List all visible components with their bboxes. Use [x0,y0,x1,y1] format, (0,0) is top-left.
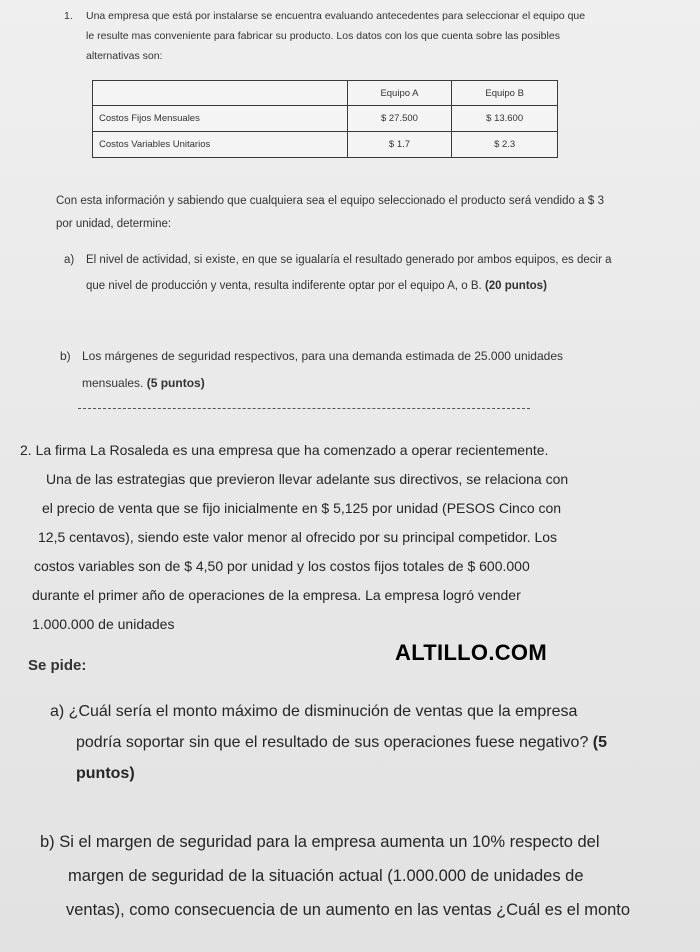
section-divider [78,408,530,409]
watermark-logo: ALTILLO.COM [395,640,547,665]
problem-2-line: 12,5 centavos), siendo este valor menor al ofrecido por su principal competidor. Los [38,529,558,545]
question-a-points-cont: puntos) [76,765,135,782]
problem-1-number: 1. [64,10,73,22]
item-a-text: El nivel de actividad, si existe, en que se igualaría el resultado generado por ambos equipos, es decir a que nivel de producción y venta, resulta indiferente optar por el equipo A, o B. [86,254,612,292]
table-cell: $ 13.600 [452,106,558,132]
problem-2-line: Una de las estrategias que previeron llevar adelante sus directivos, se relaciona con [46,471,569,487]
question-a-line: a) ¿Cuál sería el monto máximo de disminución de ventas que la empresa [50,703,578,720]
problem-2-line: 2. La firma La Rosaleda es una empresa que ha comenzado a operar recientemente. [20,442,549,458]
table-header-cell [93,81,348,106]
item-b-label: b) [60,349,71,363]
problem-1-intro: Con esta información y sabiendo que cualquiera sea el equipo seleccionado el producto será vendido a $ 3 por unidad, determine: [56,195,604,230]
problem-2-line: 1.000.000 de unidades [32,616,175,632]
table-row [93,106,558,132]
item-b-points: (5 puntos) [146,376,205,390]
problem-2-line: el precio de venta que se fijo inicialmente en $ 5,125 por unidad (PESOS Cinco con [42,500,562,516]
item-b-text: Los márgenes de seguridad respectivos, para una demanda estimada de 25.000 unidades mensuales. [82,349,563,390]
question-a-line [50,727,670,758]
question-b-line: ventas), como consecuencia de un aumento en las ventas ¿Cuál es el monto [66,901,631,919]
item-a-points: (20 puntos) [484,280,547,292]
equipment-cost-table [92,80,558,158]
problem-2-question-a [50,696,670,789]
table-header-cell: Equipo B [452,81,558,106]
problem-2-question-b [40,825,690,927]
table-header-row [93,81,558,106]
problem-1-text: Una empresa que está por instalarse se encuentra evaluando antecedentes para seleccionar el equipo que le resulte mas conveniente para fabricar su producto. Los datos con los que cuenta sobre las posibles alternativas son: [86,10,586,62]
problem-2-line: durante el primer año de operaciones de la empresa. La empresa logró vender [32,587,521,603]
table-cell: $ 27.500 [347,106,452,132]
question-b-line: margen de seguridad de la situación actual (1.000.000 de unidades de [68,867,584,885]
table-cell: Costos Variables Unitarios [93,132,348,158]
se-pide-heading: Se pide: [28,657,87,674]
question-b-line: b) Si el margen de seguridad para la empresa aumenta un 10% respecto del [40,833,600,851]
problem-2-line: costos variables son de $ 4,50 por unidad y los costos fijos totales de $ 600.000 [34,558,530,574]
problem-1-item-b [60,343,620,397]
table-row [93,132,558,158]
item-a-label: a) [64,254,75,266]
table-cell: Costos Fijos Mensuales [93,106,348,132]
question-a-points: (5 [592,734,608,751]
table-cell: $ 1.7 [347,132,452,158]
question-a-line-text: podría soportar sin que el resultado de sus operaciones fuese negativo? [76,734,589,751]
problem-1-item-a [64,247,612,299]
table-cell: $ 2.3 [452,132,558,158]
problem-2-statement [20,436,650,639]
table-header-cell: Equipo A [347,81,452,106]
problem-1-statement [64,6,594,66]
